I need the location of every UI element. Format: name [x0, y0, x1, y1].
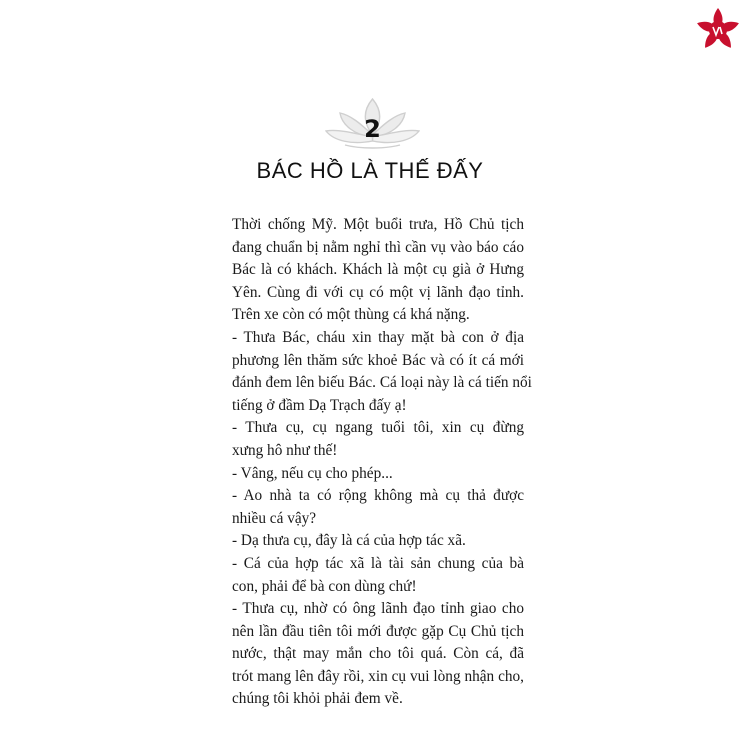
- text-line: Trên xe còn có một thùng cá khá nặng.: [232, 306, 470, 324]
- text-line: - Thưa Bác, cháu xin thay mặt bà con ở địa: [232, 328, 524, 346]
- text-line: đánh đem lên biếu Bác. Cá loại này là cá tiến nổi: [232, 374, 532, 392]
- text-line: - Vâng, nếu cụ cho phép...: [232, 464, 393, 482]
- text-line: - Thưa cụ, cụ ngang tuổi tôi, xin cụ đừng: [232, 419, 524, 437]
- text-line: nước, thật may mắn cho tôi quá. Còn cá, đã: [232, 645, 524, 663]
- paragraph: [232, 485, 524, 530]
- paragraph: [232, 463, 524, 486]
- text-line: Yên. Cùng đi với cụ có một vị lãnh đạo tỉnh.: [232, 283, 524, 301]
- text-line: Bác là có khách. Khách là một cụ già ở Hưng: [232, 261, 524, 279]
- text-line: - Thưa cụ, nhờ có ông lãnh đạo tỉnh giao cho: [232, 600, 524, 618]
- text-line: tiếng ở đầm Dạ Trạch đấy ạ!: [232, 396, 407, 414]
- text-line: con, phải để bà con dùng chứ!: [232, 577, 417, 595]
- paragraph: [232, 553, 524, 598]
- chapter-title: BÁC HỒ LÀ THẾ ĐẤY: [256, 158, 484, 183]
- text-line: nên lần đầu tiên tôi mới được gặp Cụ Chủ tịch: [232, 622, 524, 640]
- text-line: trót mang lên đây rồi, xin cụ vui lòng nhận cho,: [232, 667, 524, 685]
- text-line: nhiều cá vậy?: [232, 509, 317, 527]
- text-line: đang chuẩn bị nằm nghỉ thì cần vụ vào báo cáo: [232, 238, 524, 256]
- publisher-logo-icon: [690, 4, 746, 60]
- paragraph: [232, 417, 524, 462]
- chapter-header: [0, 95, 750, 155]
- paragraph: [232, 530, 524, 553]
- chapter-number: 2: [364, 115, 381, 143]
- text-line: Thời chống Mỹ. Một buổi trưa, Hồ Chủ tịch: [232, 216, 524, 233]
- text-line: chúng tôi khỏi phải đem về.: [232, 690, 403, 708]
- paragraph: [232, 598, 524, 711]
- paragraph: [232, 327, 532, 417]
- paragraph: [232, 214, 524, 327]
- text-line: - Cá của hợp tác xã là tài sản chung của bà: [232, 554, 524, 572]
- text-line: xưng hô như thế!: [232, 441, 338, 459]
- text-line: - Dạ thưa cụ, đây là cá của hợp tác xã.: [232, 532, 466, 550]
- text-line: phương lên thăm sức khoẻ Bác và có ít cá mới: [232, 351, 524, 369]
- text-line: - Ao nhà ta có rộng không mà cụ thả được: [232, 487, 524, 505]
- body-text: [232, 214, 532, 711]
